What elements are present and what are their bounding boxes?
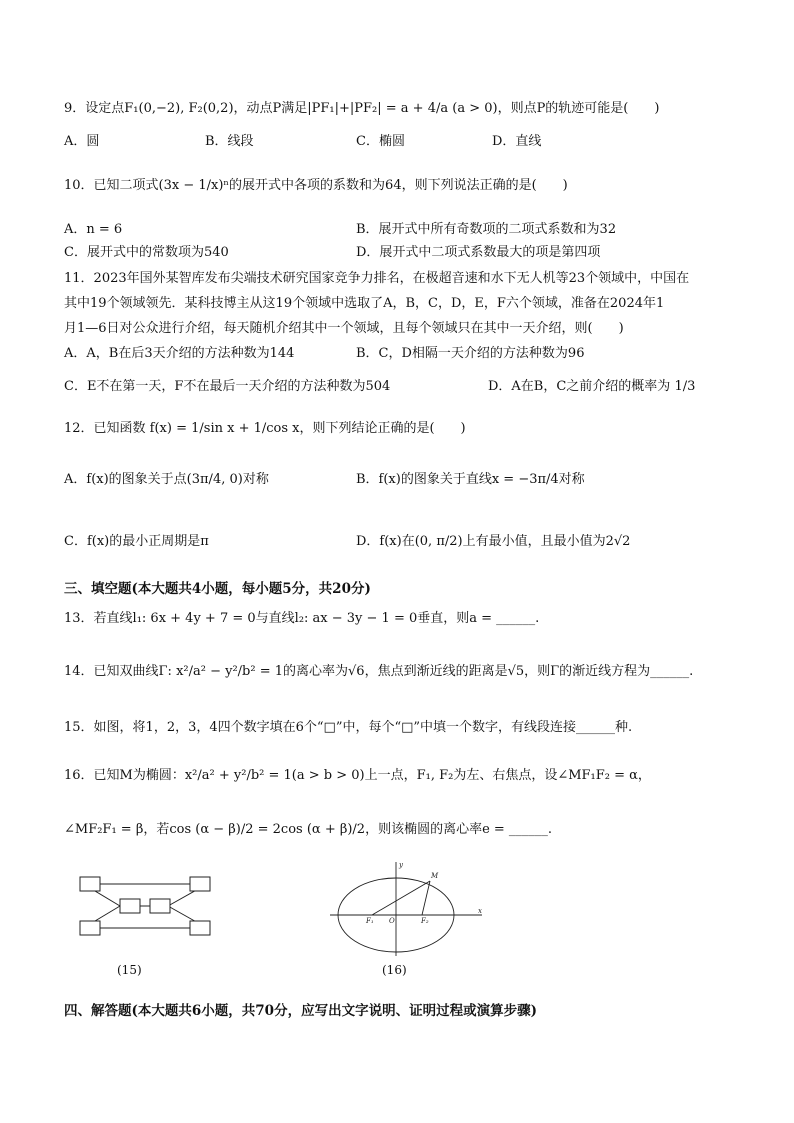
q11-line-1: 11．2023年国外某智库发布尖端技术研究国家竞争力排名，在极超音速和水下无人机等23个领域中，中国在: [64, 271, 690, 286]
label-f2: F₂: [421, 917, 429, 925]
box-middle-left: [120, 899, 140, 913]
label-o: O: [389, 917, 395, 925]
label-y: y: [399, 861, 403, 869]
q11-option-b: B．C，D相隔一天介绍的方法种数为96: [356, 346, 585, 361]
q10-option-b: B．展开式中所有奇数项的二项式系数和为32: [356, 222, 617, 237]
q10-option-a: A．n = 6: [64, 222, 123, 237]
box-bottom-left: [80, 921, 100, 935]
q11-option-a: A．A，B在后3天介绍的方法种数为144: [64, 346, 295, 361]
q16-line-2: ∠MF₂F₁ = β，若cos (α − β)/2 = 2cos (α + β)/2，则该椭圆的离心率e = ______.: [64, 822, 553, 837]
q12-option-b: B．f(x)的图象关于直线x = −3π/4对称: [356, 472, 585, 487]
box-bottom-right: [190, 921, 210, 935]
label-f1: F₁: [366, 917, 374, 925]
figure-16-ellipse: [326, 860, 486, 960]
q12-option-c: C．f(x)的最小正周期是π: [64, 534, 209, 549]
q16-line-1: 16．已知M为椭圆：x²/a² + y²/b² = 1(a > b > 0)上一点，F₁, F₂为左、右焦点，设∠MF₁F₂ = α，: [64, 768, 651, 783]
figure-15-diagram: [76, 872, 216, 942]
figure-15-caption: (15): [117, 963, 142, 977]
q9-option-a: A．圆: [64, 134, 100, 149]
q10-option-d: D．展开式中二项式系数最大的项是第四项: [356, 245, 601, 260]
q13: 13．若直线l₁: 6x + 4y + 7 = 0与直线l₂: ax − 3y − 1 = 0垂直，则a = ______.: [64, 611, 540, 626]
q11-option-d: D．A在B，C之前介绍的概率为 1/3: [488, 379, 696, 394]
q14: 14．已知双曲线Γ: x²/a² − y²/b² = 1的离心率为√6，焦点到渐近线的距离是√5，则Γ的渐近线方程为______.: [64, 664, 694, 679]
q9-stem: 9．设定点F₁(0,−2), F₂(0,2)，动点P满足|PF₁|+|PF₂| = a + 4/a (a > 0)，则点P的轨迹可能是( ): [64, 101, 660, 116]
segment-mf2: [422, 881, 430, 915]
q12-stem: 12．已知函数 f(x) = 1/sin x + 1/cos x，则下列结论正确的是( ): [64, 421, 466, 436]
segment-mf1: [372, 881, 430, 915]
figure-16-caption: (16): [382, 963, 407, 977]
q12-option-a: A．f(x)的图象关于点(3π/4, 0)对称: [64, 472, 269, 487]
box-top-right: [190, 877, 210, 891]
q9-option-d: D．直线: [492, 134, 542, 149]
label-m: M: [431, 872, 439, 880]
section-4-heading: 四、解答题(本大题共6小题，共70分，应写出文字说明、证明过程或演算步骤): [64, 1003, 537, 1019]
q11-line-3: 月1—6日对公众进行介绍，每天随机介绍其中一个领域，且每个领域只在其中一天介绍，则( ): [64, 321, 624, 336]
box-middle-right: [150, 899, 170, 913]
q15: 15．如图，将1，2，3，4四个数字填在6个“□”中，每个“□”中填一个数字，有线段连接______种.: [64, 720, 633, 735]
q11-line-2: 其中19个领域领先．某科技博主从这19个领域中选取了A，B，C，D，E，F六个领域，准备在2024年1: [64, 296, 665, 311]
q10-stem: 10．已知二项式(3x − 1/x)ⁿ的展开式中各项的系数和为64，则下列说法正确的是( ): [64, 178, 568, 193]
q10-option-c: C．展开式中的常数项为540: [64, 245, 229, 260]
q9-option-c: C．椭圆: [356, 134, 405, 149]
q11-option-c: C．E不在第一天，F不在最后一天介绍的方法种数为504: [64, 379, 391, 394]
q9-option-b: B．线段: [205, 134, 254, 149]
q12-option-d: D．f(x)在(0, π/2)上有最小值，且最小值为2√2: [356, 534, 631, 549]
box-top-left: [80, 877, 100, 891]
section-3-heading: 三、填空题(本大题共4小题，每小题5分，共20分): [64, 581, 371, 597]
label-x: x: [478, 907, 482, 915]
